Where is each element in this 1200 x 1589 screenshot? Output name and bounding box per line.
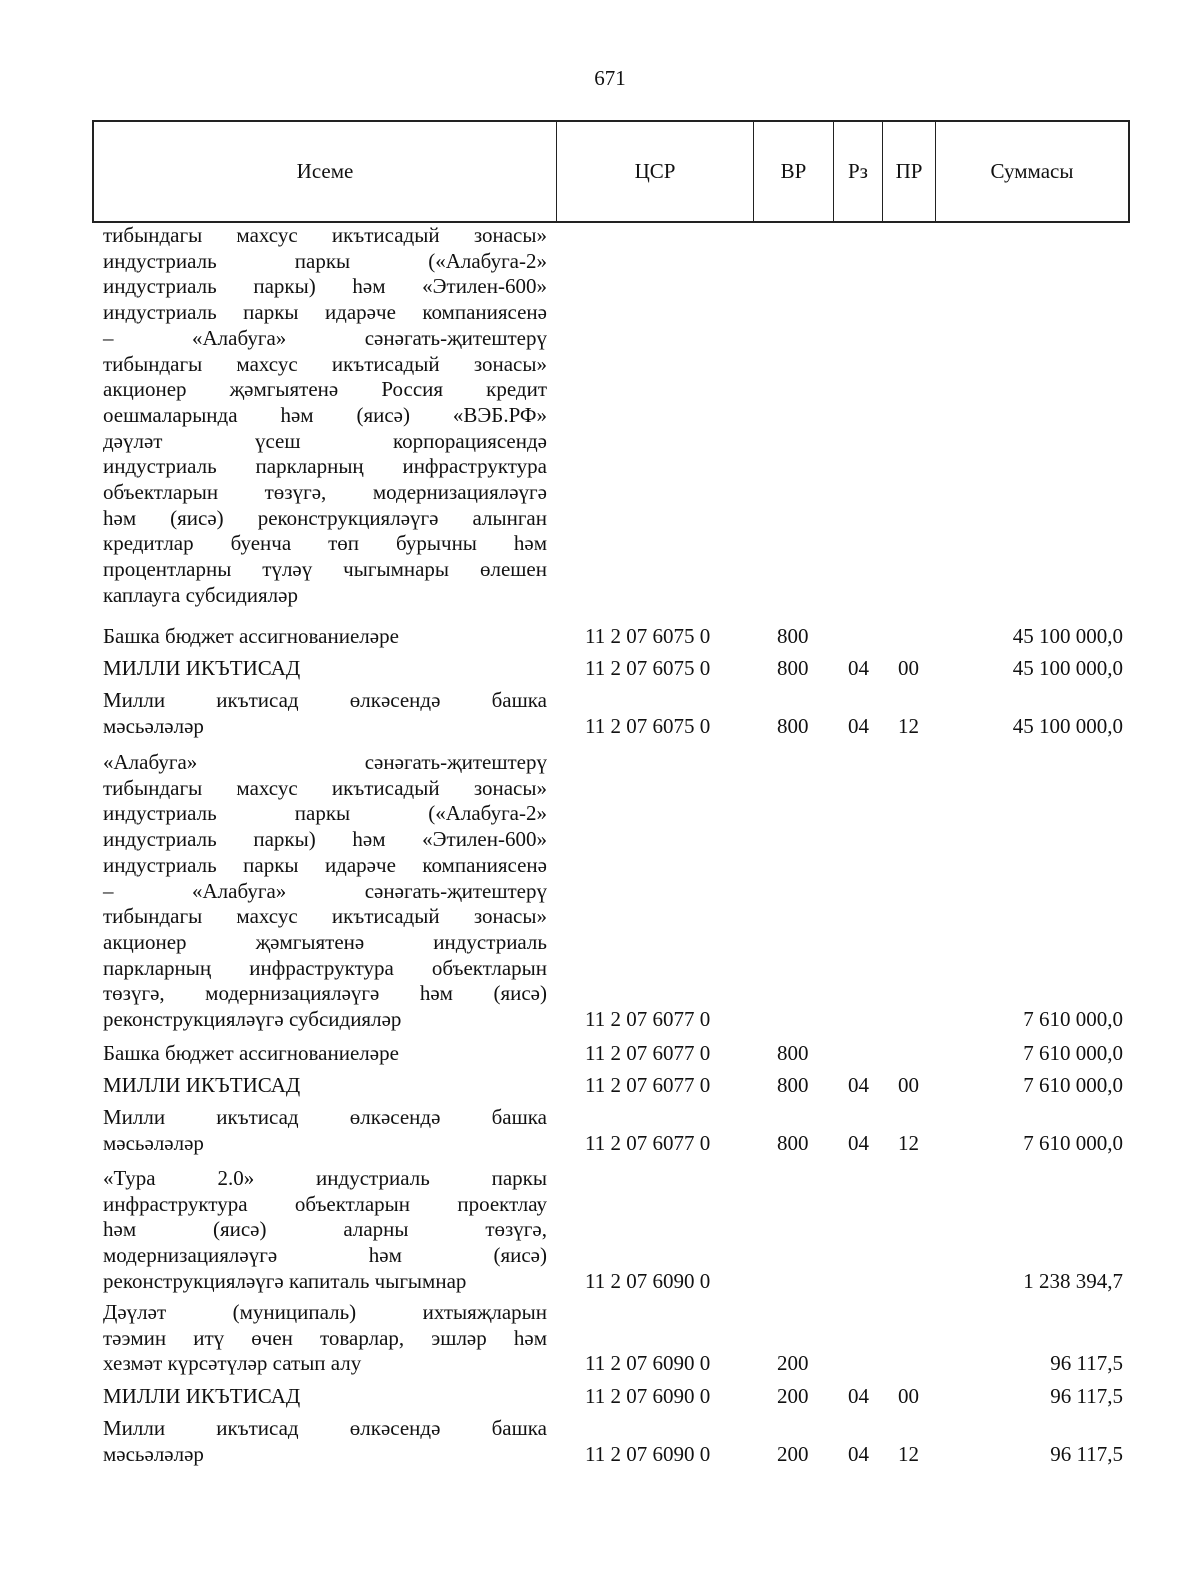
row-name-line: тибындагы махсус икътисадый зонасы»: [103, 351, 547, 376]
row-name: [103, 1041, 547, 1067]
row-name: [103, 1166, 547, 1295]
row-vr: 800: [777, 656, 809, 680]
row-name: [103, 624, 547, 650]
row-vr: 800: [777, 1130, 809, 1155]
row-name-line: «Алабуга» сәнәгать-җитештерү: [103, 750, 547, 774]
row-csr: 11 2 07 6090 0: [585, 1384, 711, 1408]
row-rz: 04: [848, 1130, 869, 1155]
row-name-line: индустриаль паркы идарәче компаниясенә: [103, 852, 547, 877]
row-vr: 200: [777, 1351, 809, 1376]
row-name-line: Милли икътисад өлкәсендә башка: [103, 1105, 547, 1129]
row-name-line: процентларны түләү чыгымнары өлешен: [103, 557, 547, 582]
row-name: [103, 223, 547, 609]
row-csr: 11 2 07 6075 0: [585, 624, 711, 648]
row-name-line: индустриаль паркы («Алабуга-2»: [103, 248, 547, 273]
row-name-line: Дәүләт (муниципаль) ихтыяҗларын: [103, 1300, 547, 1324]
row-sum: 7 610 000,0: [1023, 1007, 1123, 1031]
row-pr: 12: [898, 1130, 919, 1155]
row-sum: 7 610 000,0: [1023, 1130, 1123, 1155]
row-vr: 800: [777, 1041, 809, 1065]
row-name-line: индустриаль паркы идарәче компаниясенә: [103, 300, 547, 325]
row-name: [103, 1416, 547, 1467]
header-pr: ПР: [883, 122, 936, 221]
row-vr: 800: [777, 713, 809, 738]
row-name: [103, 1105, 547, 1156]
row-name-line: – «Алабуга» сәнәгать-җитештерү: [103, 325, 547, 350]
row-sum: 7 610 000,0: [1023, 1041, 1123, 1065]
row-name: [103, 1073, 547, 1099]
row-pr: 12: [898, 713, 919, 738]
page-number: 671: [594, 66, 626, 90]
row-csr: 11 2 07 6077 0: [585, 1041, 711, 1065]
row-name-line: каплауга субсидияләр: [103, 582, 298, 607]
row-vr: 800: [777, 1073, 809, 1097]
row-name-line: мәсьәләләр: [103, 713, 204, 738]
row-rz: 04: [848, 1073, 869, 1097]
row-name-line: инфраструктура объектларын проектлау: [103, 1191, 547, 1216]
row-name-line: һәм (яисә) реконструкцияләүгә алынган: [103, 505, 547, 530]
row-pr: 00: [898, 656, 919, 680]
row-csr: 11 2 07 6090 0: [585, 1441, 711, 1466]
row-name: [103, 1300, 547, 1377]
row-csr: 11 2 07 6090 0: [585, 1351, 711, 1376]
row-name-line: индустриаль паркы) һәм «Этилен-600»: [103, 827, 547, 852]
row-name-line: акционер җәмгыятенә Россия кредит: [103, 377, 547, 402]
row-sum: 45 100 000,0: [1012, 656, 1123, 680]
row-name-line: мәсьәләләр: [103, 1130, 204, 1155]
row-rz: 04: [848, 1384, 869, 1408]
row-name-line: кредитлар буенча төп бурычны һәм: [103, 531, 547, 556]
row-csr: 11 2 07 6077 0: [585, 1073, 711, 1097]
row-name-line: Башка бюджет ассигнованиеләре: [103, 624, 399, 648]
row-sum: 1 238 394,7: [1023, 1268, 1123, 1293]
row-rz: 04: [848, 1441, 869, 1466]
row-name-line: реконструкцияләүгә субсидияләр: [103, 1007, 402, 1032]
row-pr: 00: [898, 1073, 919, 1097]
row-name-line: тибындагы махсус икътисадый зонасы»: [103, 904, 547, 929]
row-pr: 00: [898, 1384, 919, 1408]
header-name: Исеме: [94, 122, 557, 221]
row-sum: 45 100 000,0: [1012, 624, 1123, 648]
row-name-line: индустриаль паркы («Алабуга-2»: [103, 801, 547, 826]
row-name-line: тибындагы махсус икътисадый зонасы»: [103, 775, 547, 800]
row-name-line: тибындагы махсус икътисадый зонасы»: [103, 223, 547, 247]
table-header: [92, 120, 1130, 223]
row-name-line: һәм (яисә) аларны төзүгә,: [103, 1217, 547, 1242]
row-name-line: паркларның инфраструктура объектларын: [103, 955, 547, 980]
row-sum: 96 117,5: [1050, 1384, 1123, 1408]
row-csr: 11 2 07 6075 0: [585, 713, 711, 738]
row-pr: 12: [898, 1441, 919, 1466]
row-rz: 04: [848, 656, 869, 680]
row-csr: 11 2 07 6077 0: [585, 1130, 711, 1155]
row-sum: 7 610 000,0: [1023, 1073, 1123, 1097]
row-name-line: – «Алабуга» сәнәгать-җитештерү: [103, 878, 547, 903]
row-name-line: төзүгә, модернизацияләүгә һәм (яисә): [103, 981, 547, 1006]
row-name-line: дәүләт үсеш корпорациясендә: [103, 428, 547, 453]
row-vr: 800: [777, 624, 809, 648]
row-sum: 45 100 000,0: [1012, 713, 1123, 738]
row-name-line: мәсьәләләр: [103, 1441, 204, 1466]
row-csr: 11 2 07 6075 0: [585, 656, 711, 680]
row-name-line: объектларын төзүгә, модернизацияләүгә: [103, 480, 547, 505]
header-csr: ЦСР: [557, 122, 754, 221]
row-name-line: тәэмин итү өчен товарлар, эшләр һәм: [103, 1325, 547, 1350]
row-rz: 04: [848, 713, 869, 738]
row-name-line: индустриаль паркы) һәм «Этилен-600»: [103, 274, 547, 299]
header-vr: ВР: [754, 122, 834, 221]
row-sum: 96 117,5: [1050, 1351, 1123, 1376]
row-name-line: Башка бюджет ассигнованиеләре: [103, 1041, 399, 1065]
row-name: [103, 750, 547, 1033]
row-name: [103, 688, 547, 739]
row-name-line: «Тура 2.0» индустриаль паркы: [103, 1166, 547, 1190]
row-name-line: реконструкцияләүгә капиталь чыгымнар: [103, 1268, 467, 1293]
row-vr: 200: [777, 1384, 809, 1408]
header-rz: Рз: [834, 122, 883, 221]
row-vr: 200: [777, 1441, 809, 1466]
row-name-line: акционер җәмгыятенә индустриаль: [103, 929, 547, 954]
row-name-line: оешмаларында һәм (яисә) «ВЭБ.РФ»: [103, 402, 547, 427]
row-name-line: МИЛЛИ ИКЪТИСАД: [103, 656, 301, 680]
row-sum: 96 117,5: [1050, 1441, 1123, 1466]
row-name-line: Милли икътисад өлкәсендә башка: [103, 1416, 547, 1440]
row-name-line: Милли икътисад өлкәсендә башка: [103, 688, 547, 712]
row-csr: 11 2 07 6077 0: [585, 1007, 711, 1031]
row-name-line: модернизацияләүгә һәм (яисә): [103, 1243, 547, 1268]
row-name-line: МИЛЛИ ИКЪТИСАД: [103, 1384, 301, 1408]
row-csr: 11 2 07 6090 0: [585, 1268, 711, 1293]
row-name: [103, 656, 547, 682]
row-name: [103, 1384, 547, 1410]
header-sum: Суммасы: [990, 159, 1074, 183]
row-name-line: МИЛЛИ ИКЪТИСАД: [103, 1073, 301, 1097]
row-name-line: хезмәт күрсәтүләр сатып алу: [103, 1351, 362, 1376]
row-name-line: индустриаль паркларның инфраструктура: [103, 454, 547, 479]
